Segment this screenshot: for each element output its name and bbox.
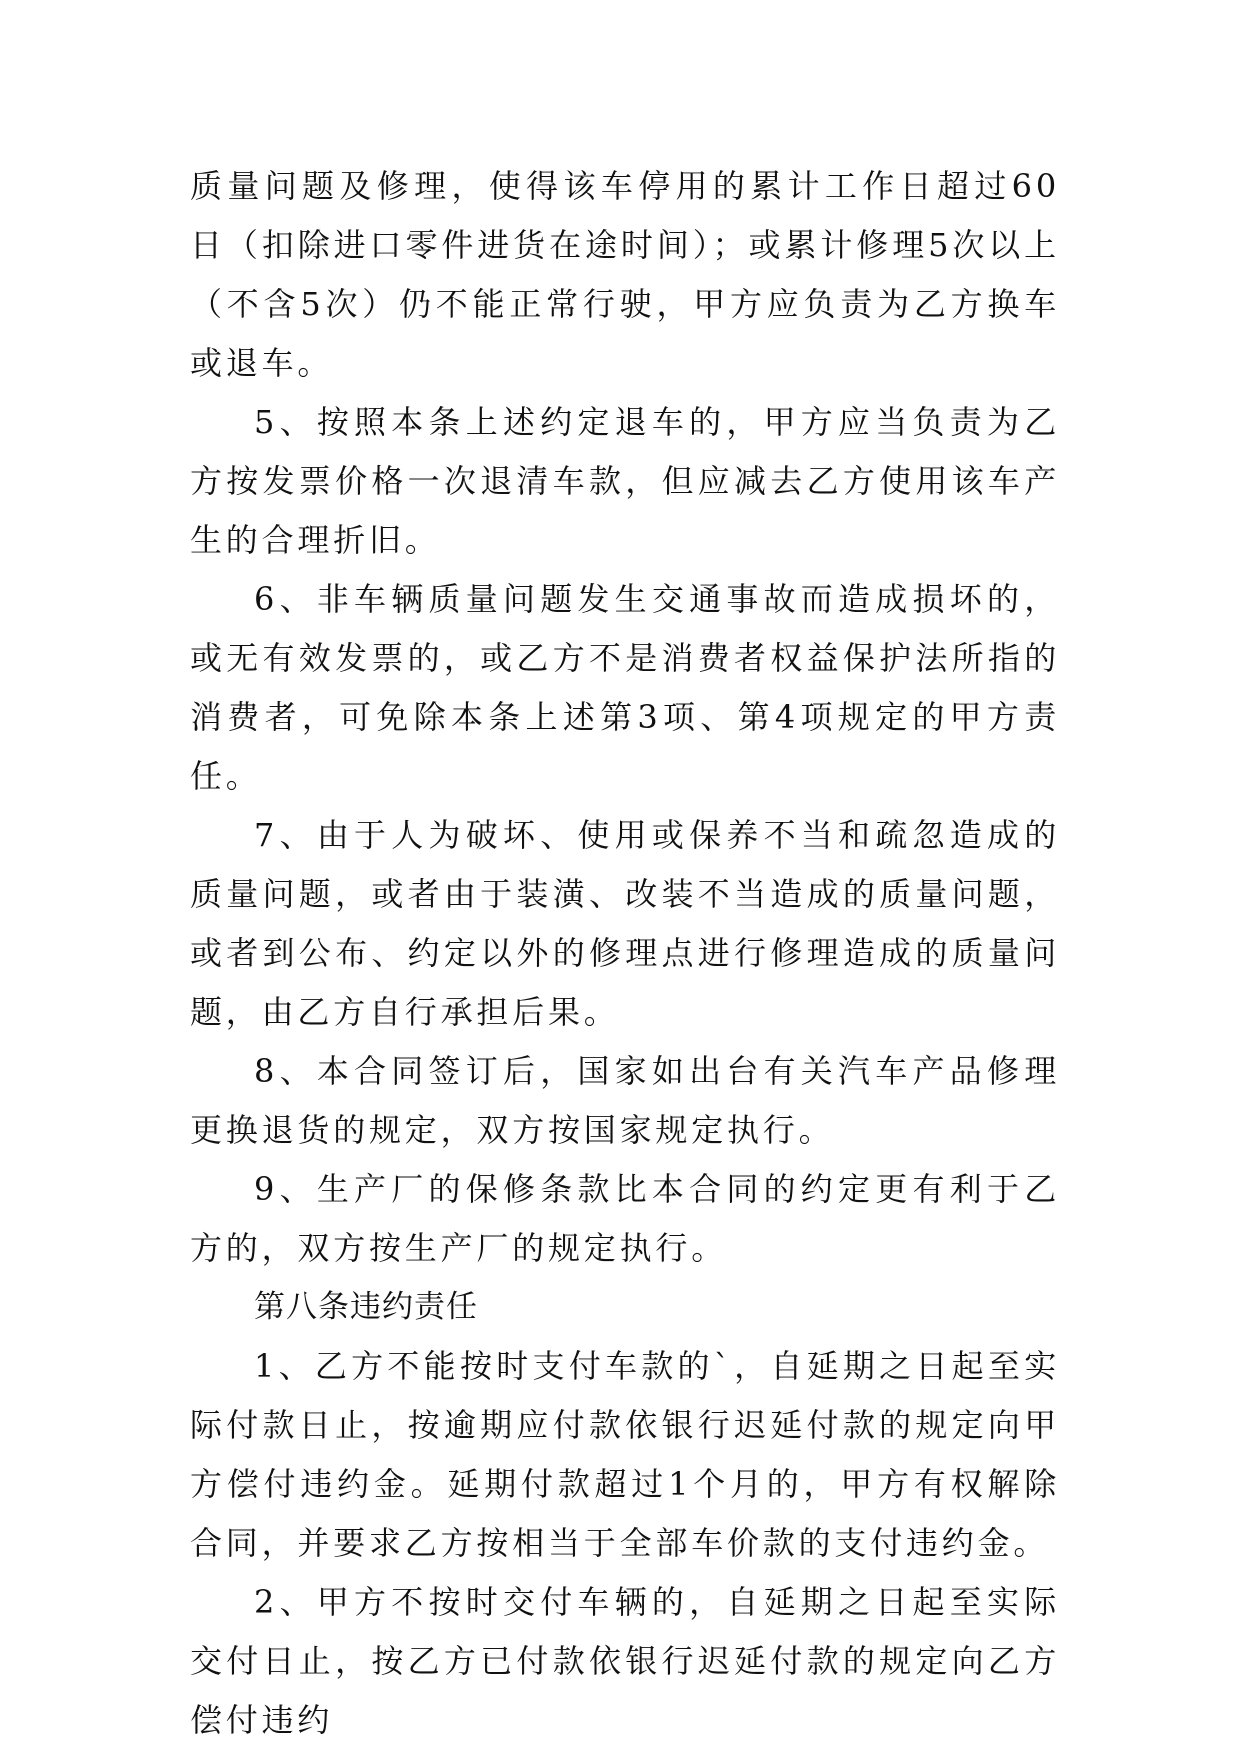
paragraph-continuation: 质量问题及修理，使得该车停用的累计工作日超过60日（扣除进口零件进货在途时间）；或累计修理5次以上（不含5次）仍不能正常行驶，甲方应负责为乙方换车或退车。 (190, 167, 1060, 382)
paragraph-item-8: 8、本合同签订后，国家如出台有关汽车产品修理更换退货的规定，双方按国家规定执行。 (190, 1052, 1060, 1149)
paragraph-item-9: 9、生产厂的保修条款比本合同的约定更有利于乙方的，双方按生产厂的规定执行。 (190, 1170, 1060, 1267)
paragraph-item-6: 6、非车辆质量问题发生交通事故而造成损坏的，或无有效发票的，或乙方不是消费者权益保护法所指的消费者，可免除本条上述第3项、第4项规定的甲方责任。 (190, 580, 1060, 795)
section-heading: 第八条违约责任 (254, 1289, 478, 1325)
section-paragraph-2: 2、甲方不按时交付车辆的，自延期之日起至实际交付日止，按乙方已付款依银行迟延付款的规定向乙方偿付违约 (190, 1583, 1060, 1739)
section-paragraph-1: 1、乙方不能按时支付车款的`，自延期之日起至实际付款日止，按逾期应付款依银行迟延付款的规定向甲方偿付违约金。延期付款超过1个月的，甲方有权解除合同，并要求乙方按相当于全部车价款的支付违约金。 (190, 1347, 1060, 1562)
paragraph-item-7: 7、由于人为破坏、使用或保养不当和疏忽造成的质量问题，或者由于装潢、改装不当造成的质量问题，或者到公布、约定以外的修理点进行修理造成的质量问题，由乙方自行承担后果。 (190, 816, 1060, 1031)
paragraph-item-5: 5、按照本条上述约定退车的，甲方应当负责为乙方按发票价格一次退清车款，但应减去乙方使用该车产生的合理折旧。 (190, 403, 1060, 559)
document-body (190, 157, 1060, 1750)
